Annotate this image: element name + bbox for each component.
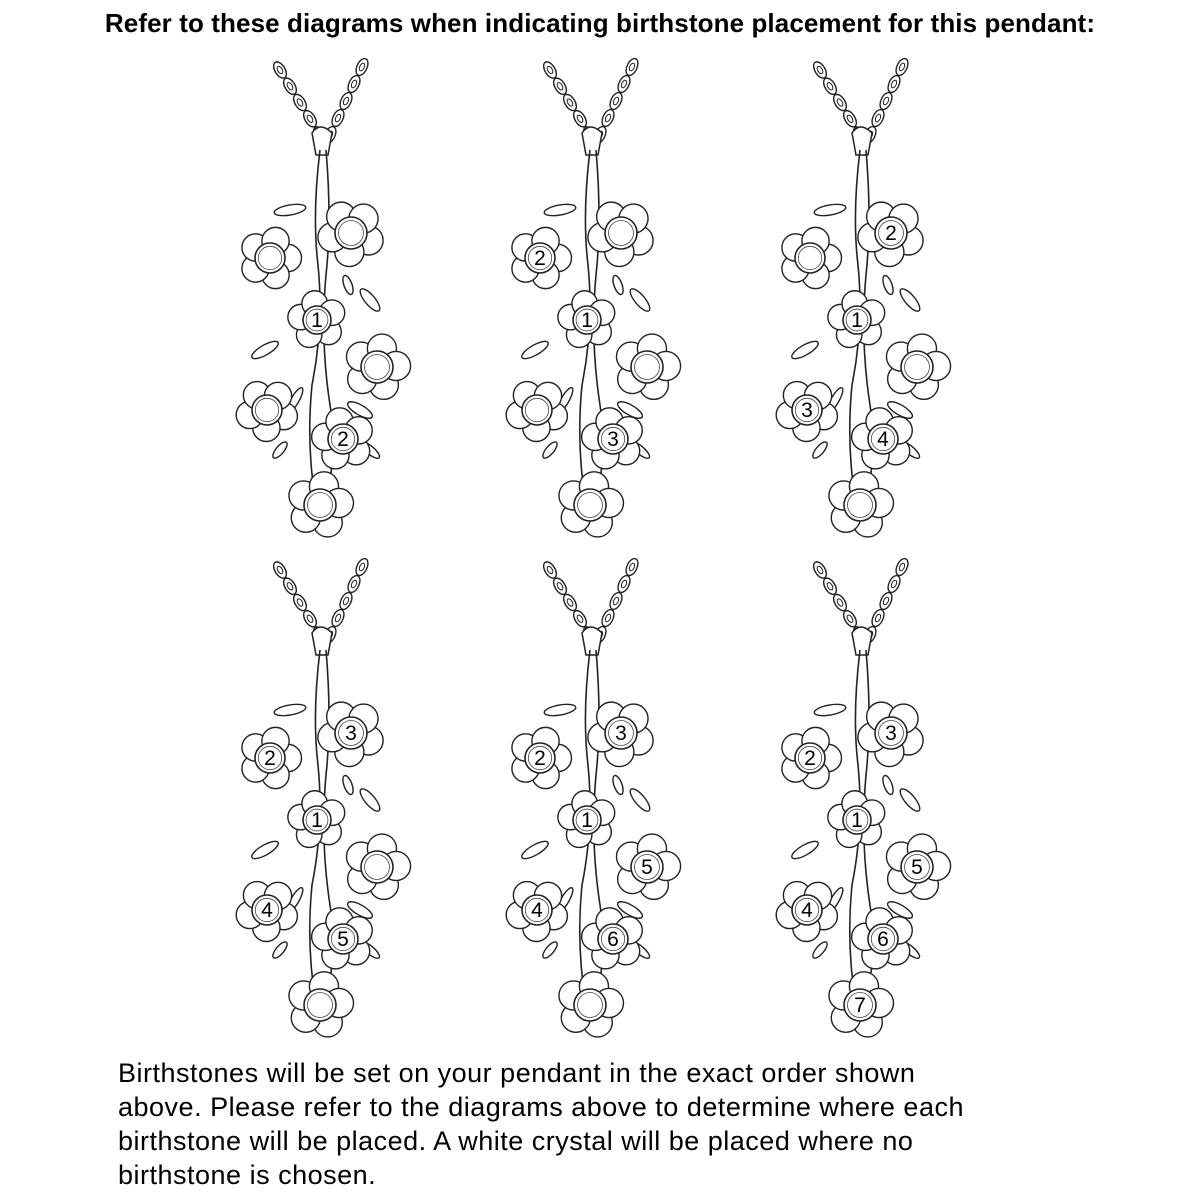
stone-number: 2 xyxy=(264,747,276,770)
stone-number: 3 xyxy=(345,722,357,745)
chain-link xyxy=(551,576,569,597)
leaf xyxy=(520,338,551,362)
chain-link xyxy=(296,98,304,107)
chain-link xyxy=(551,76,569,97)
flower-midright xyxy=(346,334,410,399)
flower-midright xyxy=(886,334,950,399)
chain-link xyxy=(346,74,363,95)
leaf xyxy=(811,940,830,960)
chain-link xyxy=(334,113,342,122)
stone-number: 5 xyxy=(337,928,349,951)
chain-link xyxy=(821,76,839,97)
chain-link xyxy=(600,608,617,629)
leaf xyxy=(520,838,551,862)
leaf xyxy=(273,202,306,217)
leaf xyxy=(881,774,895,796)
chain-link xyxy=(898,562,906,571)
chain-link xyxy=(604,613,612,622)
leaf xyxy=(790,838,821,862)
stone-number: 2 xyxy=(885,222,897,245)
chain-link xyxy=(816,565,824,574)
birthstone-setting xyxy=(304,989,336,1021)
leaf xyxy=(543,702,576,717)
birthstone-setting xyxy=(335,217,367,249)
flower-lowleft xyxy=(776,882,837,942)
chain-link xyxy=(541,560,559,581)
chain-link xyxy=(608,91,625,112)
chain-link xyxy=(811,60,829,81)
stone-number: 5 xyxy=(911,856,923,879)
chain-link xyxy=(826,82,834,91)
chain-link xyxy=(628,62,636,71)
pendant-drawing xyxy=(220,555,420,1055)
pendant-drawing xyxy=(760,555,960,1055)
leaf xyxy=(627,786,653,814)
stone-number: 1 xyxy=(851,309,863,332)
chain-link xyxy=(330,108,347,129)
leaf xyxy=(250,838,281,862)
chain-link xyxy=(546,65,554,74)
leaf xyxy=(611,274,625,296)
leaf xyxy=(897,786,923,814)
chain-link xyxy=(350,79,358,88)
flower-lowmid xyxy=(582,408,643,469)
leaf xyxy=(271,940,290,960)
chain-link xyxy=(620,579,628,588)
chain-link xyxy=(276,565,284,574)
chain-link xyxy=(330,608,347,629)
chain-link xyxy=(541,60,559,81)
chain-link xyxy=(296,598,304,607)
chain-link xyxy=(620,79,628,88)
leaf xyxy=(627,286,653,314)
stone-number: 1 xyxy=(581,809,593,832)
leaf xyxy=(813,702,846,717)
chain-link xyxy=(281,76,299,97)
bail xyxy=(312,627,332,655)
pendant-drawing xyxy=(760,55,960,555)
chain-link xyxy=(571,108,589,129)
pendant-diagram-1 xyxy=(220,55,420,555)
chain-link xyxy=(816,65,824,74)
chain-link xyxy=(271,60,289,81)
chain-link xyxy=(890,79,898,88)
stone-number: 7 xyxy=(854,994,866,1017)
chain-link xyxy=(286,82,294,91)
birthstone-setting xyxy=(304,489,336,521)
chain-link xyxy=(334,613,342,622)
chain-link xyxy=(874,113,882,122)
chain-link xyxy=(874,613,882,622)
note-line: birthstone will be placed. A white crystal will be placed where no xyxy=(118,1126,914,1156)
chain-link xyxy=(608,591,625,612)
birthstone-setting xyxy=(574,989,606,1021)
chain-link xyxy=(338,591,355,612)
chain-link xyxy=(301,608,319,629)
stone-number: 2 xyxy=(804,747,816,770)
stone-number: 3 xyxy=(607,428,619,451)
birthstone-setting xyxy=(844,489,876,521)
pendant-drawing xyxy=(490,555,690,1055)
birthstone-setting xyxy=(574,489,606,521)
chain-link xyxy=(354,557,371,578)
leaf xyxy=(543,202,576,217)
chain-link xyxy=(870,608,887,629)
chain-link xyxy=(624,57,641,78)
chain-link xyxy=(338,91,355,112)
pendant-diagram-4 xyxy=(220,555,420,1055)
pendant-diagram-2 xyxy=(490,55,690,555)
flower-lowmid xyxy=(312,408,373,469)
birthstone-setting xyxy=(901,351,933,383)
flower-midright xyxy=(616,334,680,399)
chain-link xyxy=(882,596,890,605)
leaf xyxy=(881,274,895,296)
stone-number: 3 xyxy=(885,722,897,745)
flower-lowleft xyxy=(236,882,297,942)
leaf xyxy=(541,940,560,960)
note-line: Birthstones will be set on your pendant in the exact order shown xyxy=(118,1058,916,1088)
stone-number: 3 xyxy=(615,722,627,745)
chain-link xyxy=(281,576,299,597)
birthstone-setting xyxy=(631,351,663,383)
chain-link xyxy=(612,96,620,105)
chain-link xyxy=(271,560,289,581)
flower-left xyxy=(782,727,842,788)
flower-lowleft xyxy=(506,382,567,442)
chain-link xyxy=(841,608,859,629)
flower-left xyxy=(512,727,572,788)
stone-number: 6 xyxy=(607,928,619,951)
birthstone-setting xyxy=(361,851,393,883)
flower-lowleft xyxy=(776,382,837,442)
stone-number: 5 xyxy=(641,856,653,879)
pendant-diagram-5 xyxy=(490,555,690,1055)
chain-link xyxy=(624,557,641,578)
flower-lowmid xyxy=(582,908,643,969)
stone-number: 1 xyxy=(851,809,863,832)
bail xyxy=(852,627,872,655)
chain-link xyxy=(358,562,366,571)
pendant-diagram-3 xyxy=(760,55,960,555)
chain-link xyxy=(556,82,564,91)
chain-link xyxy=(898,62,906,71)
chain-link xyxy=(561,92,579,113)
chain-link xyxy=(882,96,890,105)
leaf xyxy=(341,274,355,296)
chain-link xyxy=(878,591,895,612)
chain-link xyxy=(286,582,294,591)
leaf xyxy=(271,440,290,460)
chain-link xyxy=(556,582,564,591)
chain-link xyxy=(836,98,844,107)
chain-link xyxy=(301,108,319,129)
note-line: above. Please refer to the diagrams above to determine where each xyxy=(118,1092,964,1122)
chain-link xyxy=(894,57,911,78)
chain-link xyxy=(342,596,350,605)
chain-link xyxy=(566,98,574,107)
chain-link xyxy=(826,582,834,591)
bail xyxy=(582,627,602,655)
chain-link xyxy=(561,592,579,613)
leaf xyxy=(811,440,830,460)
chain-link xyxy=(604,113,612,122)
flower-center xyxy=(288,791,345,848)
chain-link xyxy=(846,114,854,123)
chain-link xyxy=(831,592,849,613)
birthstone-setting xyxy=(361,351,393,383)
flower-midright xyxy=(616,834,680,899)
leaf xyxy=(813,202,846,217)
flower-left xyxy=(242,727,302,788)
flower-left xyxy=(242,227,302,288)
chain-link xyxy=(890,579,898,588)
flower-midright xyxy=(886,834,950,899)
stone-number: 6 xyxy=(877,928,889,951)
flower-center xyxy=(288,291,345,348)
chain-link xyxy=(841,108,859,129)
chain-link xyxy=(346,574,363,595)
chain-link xyxy=(616,574,633,595)
flower-center xyxy=(828,791,885,848)
chain-link xyxy=(811,560,829,581)
flower-bottom xyxy=(829,472,894,537)
leaf xyxy=(790,338,821,362)
chain-link xyxy=(350,579,358,588)
stone-number: 2 xyxy=(534,747,546,770)
flower-midright xyxy=(346,834,410,899)
leaf xyxy=(250,338,281,362)
chain-link xyxy=(878,91,895,112)
bail xyxy=(582,127,602,155)
leaf xyxy=(357,786,383,814)
stone-number: 3 xyxy=(801,399,813,422)
chain-link xyxy=(291,92,309,113)
flower-bottom xyxy=(559,472,624,537)
chain-link xyxy=(846,614,854,623)
leaf xyxy=(273,702,306,717)
chain-link xyxy=(894,557,911,578)
flower-bottom xyxy=(289,972,354,1037)
flower-center xyxy=(828,291,885,348)
flower-bottom xyxy=(559,972,624,1037)
chain-link xyxy=(886,74,903,95)
flower-lowmid xyxy=(852,408,913,469)
stone-number: 2 xyxy=(337,428,349,451)
chain-link xyxy=(616,74,633,95)
page-title: Refer to these diagrams when indicating birthstone placement for this pendant: xyxy=(104,8,1096,38)
chain-link xyxy=(600,108,617,129)
chain-link xyxy=(546,565,554,574)
chain-link xyxy=(870,108,887,129)
chain-link xyxy=(571,608,589,629)
chain-link xyxy=(836,598,844,607)
flower-lowleft xyxy=(236,382,297,442)
stone-number: 4 xyxy=(261,899,273,922)
placement-note xyxy=(118,1056,1118,1192)
chain-link xyxy=(886,574,903,595)
birthstone-setting xyxy=(255,243,285,273)
chain-link xyxy=(831,92,849,113)
flower-center xyxy=(558,791,615,848)
pendant-drawing xyxy=(490,55,690,555)
chain-link xyxy=(566,598,574,607)
bail xyxy=(312,127,332,155)
chain-link xyxy=(612,596,620,605)
bail xyxy=(852,127,872,155)
flower-lowmid xyxy=(852,908,913,969)
stone-number: 1 xyxy=(311,809,323,832)
stone-number: 4 xyxy=(877,428,889,451)
birthstone-setting xyxy=(252,395,282,425)
chain-link xyxy=(576,614,584,623)
flower-left xyxy=(782,227,842,288)
birthstone-setting xyxy=(605,217,637,249)
flower-bottom xyxy=(289,472,354,537)
birthstone-setting xyxy=(795,243,825,273)
leaf xyxy=(897,286,923,314)
leaf xyxy=(611,774,625,796)
note-line: birthstone is chosen. xyxy=(118,1160,377,1190)
chain-link xyxy=(291,592,309,613)
flower-left xyxy=(512,227,572,288)
flower-center xyxy=(558,291,615,348)
leaf xyxy=(357,286,383,314)
chain-link xyxy=(358,62,366,71)
pendant-diagram-6 xyxy=(760,555,960,1055)
chain-link xyxy=(306,614,314,623)
flower-lowleft xyxy=(506,882,567,942)
chain-link xyxy=(821,576,839,597)
stone-number: 4 xyxy=(801,899,813,922)
chain-link xyxy=(576,114,584,123)
chain-link xyxy=(628,562,636,571)
chain-link xyxy=(354,57,371,78)
leaf xyxy=(541,440,560,460)
stone-number: 1 xyxy=(311,309,323,332)
chain-link xyxy=(306,114,314,123)
stone-number: 1 xyxy=(581,309,593,332)
leaf xyxy=(341,774,355,796)
chain-link xyxy=(276,65,284,74)
flower-lowmid xyxy=(312,908,373,969)
flower-bottom xyxy=(829,972,894,1037)
chain-link xyxy=(342,96,350,105)
birthstone-setting xyxy=(522,395,552,425)
stone-number: 2 xyxy=(534,247,546,270)
pendant-drawing xyxy=(220,55,420,555)
stone-number: 4 xyxy=(531,899,543,922)
